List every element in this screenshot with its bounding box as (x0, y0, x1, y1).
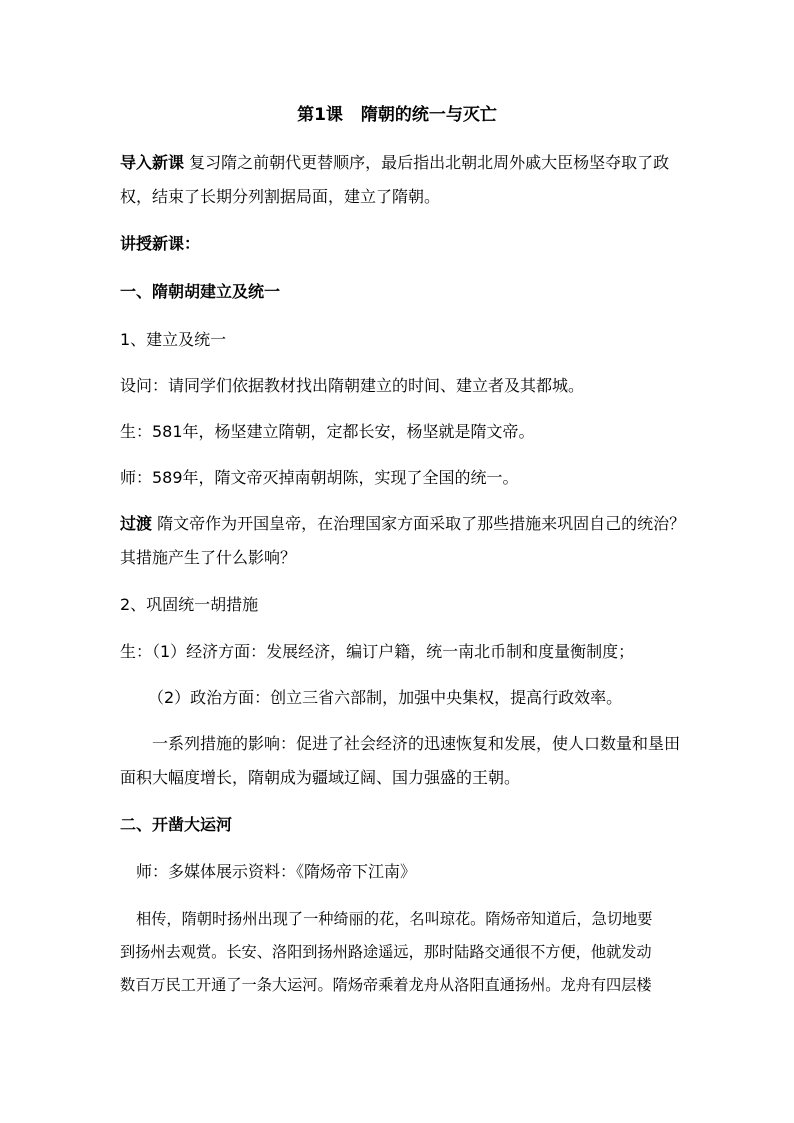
intro-text-1: 复习隋之前朝代更替顺序，最后指出北朝北周外戚大臣杨坚夺取了政 (189, 153, 670, 172)
question-text: 设问：请同学们依据教材找出隋朝建立的时间、建立者及其都城。 (120, 376, 585, 395)
intro-label: 导入新课 (120, 153, 185, 172)
student-answer: 生：581年，杨坚建立隋朝，定都长安，杨坚就是隋文帝。 (120, 422, 535, 441)
measure-political: （2）政治方面：创立三省六部制，加强中央集权，提高行政效率。 (148, 688, 623, 707)
media-intro: 师：多媒体展示资料：《隋炀帝下江南》 (136, 862, 417, 881)
intro-text-2: 权，结束了长期分列割据局面，建立了隋朝。 (120, 187, 441, 206)
impact-text-1: 一系列措施的影响：促进了社会经济的迅速恢复和发展，使人口数量和垦田 (152, 734, 681, 753)
lecture-label: 讲授新课： (120, 234, 201, 253)
lesson-number: 第1课 (297, 105, 343, 125)
teacher-statement: 师：589年，隋文帝灭掉南朝胡陈，实现了全国的统一。 (120, 468, 519, 487)
transition-text-2: 其措施产生了什么影响？ (120, 548, 297, 567)
section1-sub1: 1、建立及统一 (120, 330, 227, 349)
quote-line2: 到扬州去观赏。长安、洛阳到扬州路途遥远，那时陆路交通很不方便，他就发动 (120, 943, 652, 961)
page-title (0, 104, 794, 126)
transition-text-1: 隋文帝作为开国皇帝，在治理国家方面采取了那些措施来巩固自己的统治？ (157, 514, 686, 533)
quote-line1: 相传，隋朝时扬州出现了一种绮丽的花，名叫琼花。隋炀帝知道后，急切地要 (136, 910, 653, 928)
transition-line1 (120, 513, 685, 535)
lesson-topic: 隋朝的统一与灭亡 (360, 105, 497, 125)
impact-text-2: 面积大幅度增长，隋朝成为疆域辽阔、国力强盛的王朝。 (120, 768, 521, 787)
intro-paragraph-line1 (120, 152, 669, 174)
section1-sub2: 2、巩固统一胡措施 (120, 595, 259, 614)
measure-economic: 生：（1）经济方面：发展经济，编订户籍，统一南北币制和度量衡制度； (120, 642, 635, 661)
section2-heading: 二、开凿大运河 (120, 815, 233, 834)
transition-label: 过渡 (120, 514, 153, 533)
quote-line3: 数百万民工开通了一条大运河。隋炀帝乘着龙舟从洛阳直通扬州。龙舟有四层楼 (120, 976, 652, 994)
section1-heading: 一、隋朝胡建立及统一 (120, 282, 281, 301)
